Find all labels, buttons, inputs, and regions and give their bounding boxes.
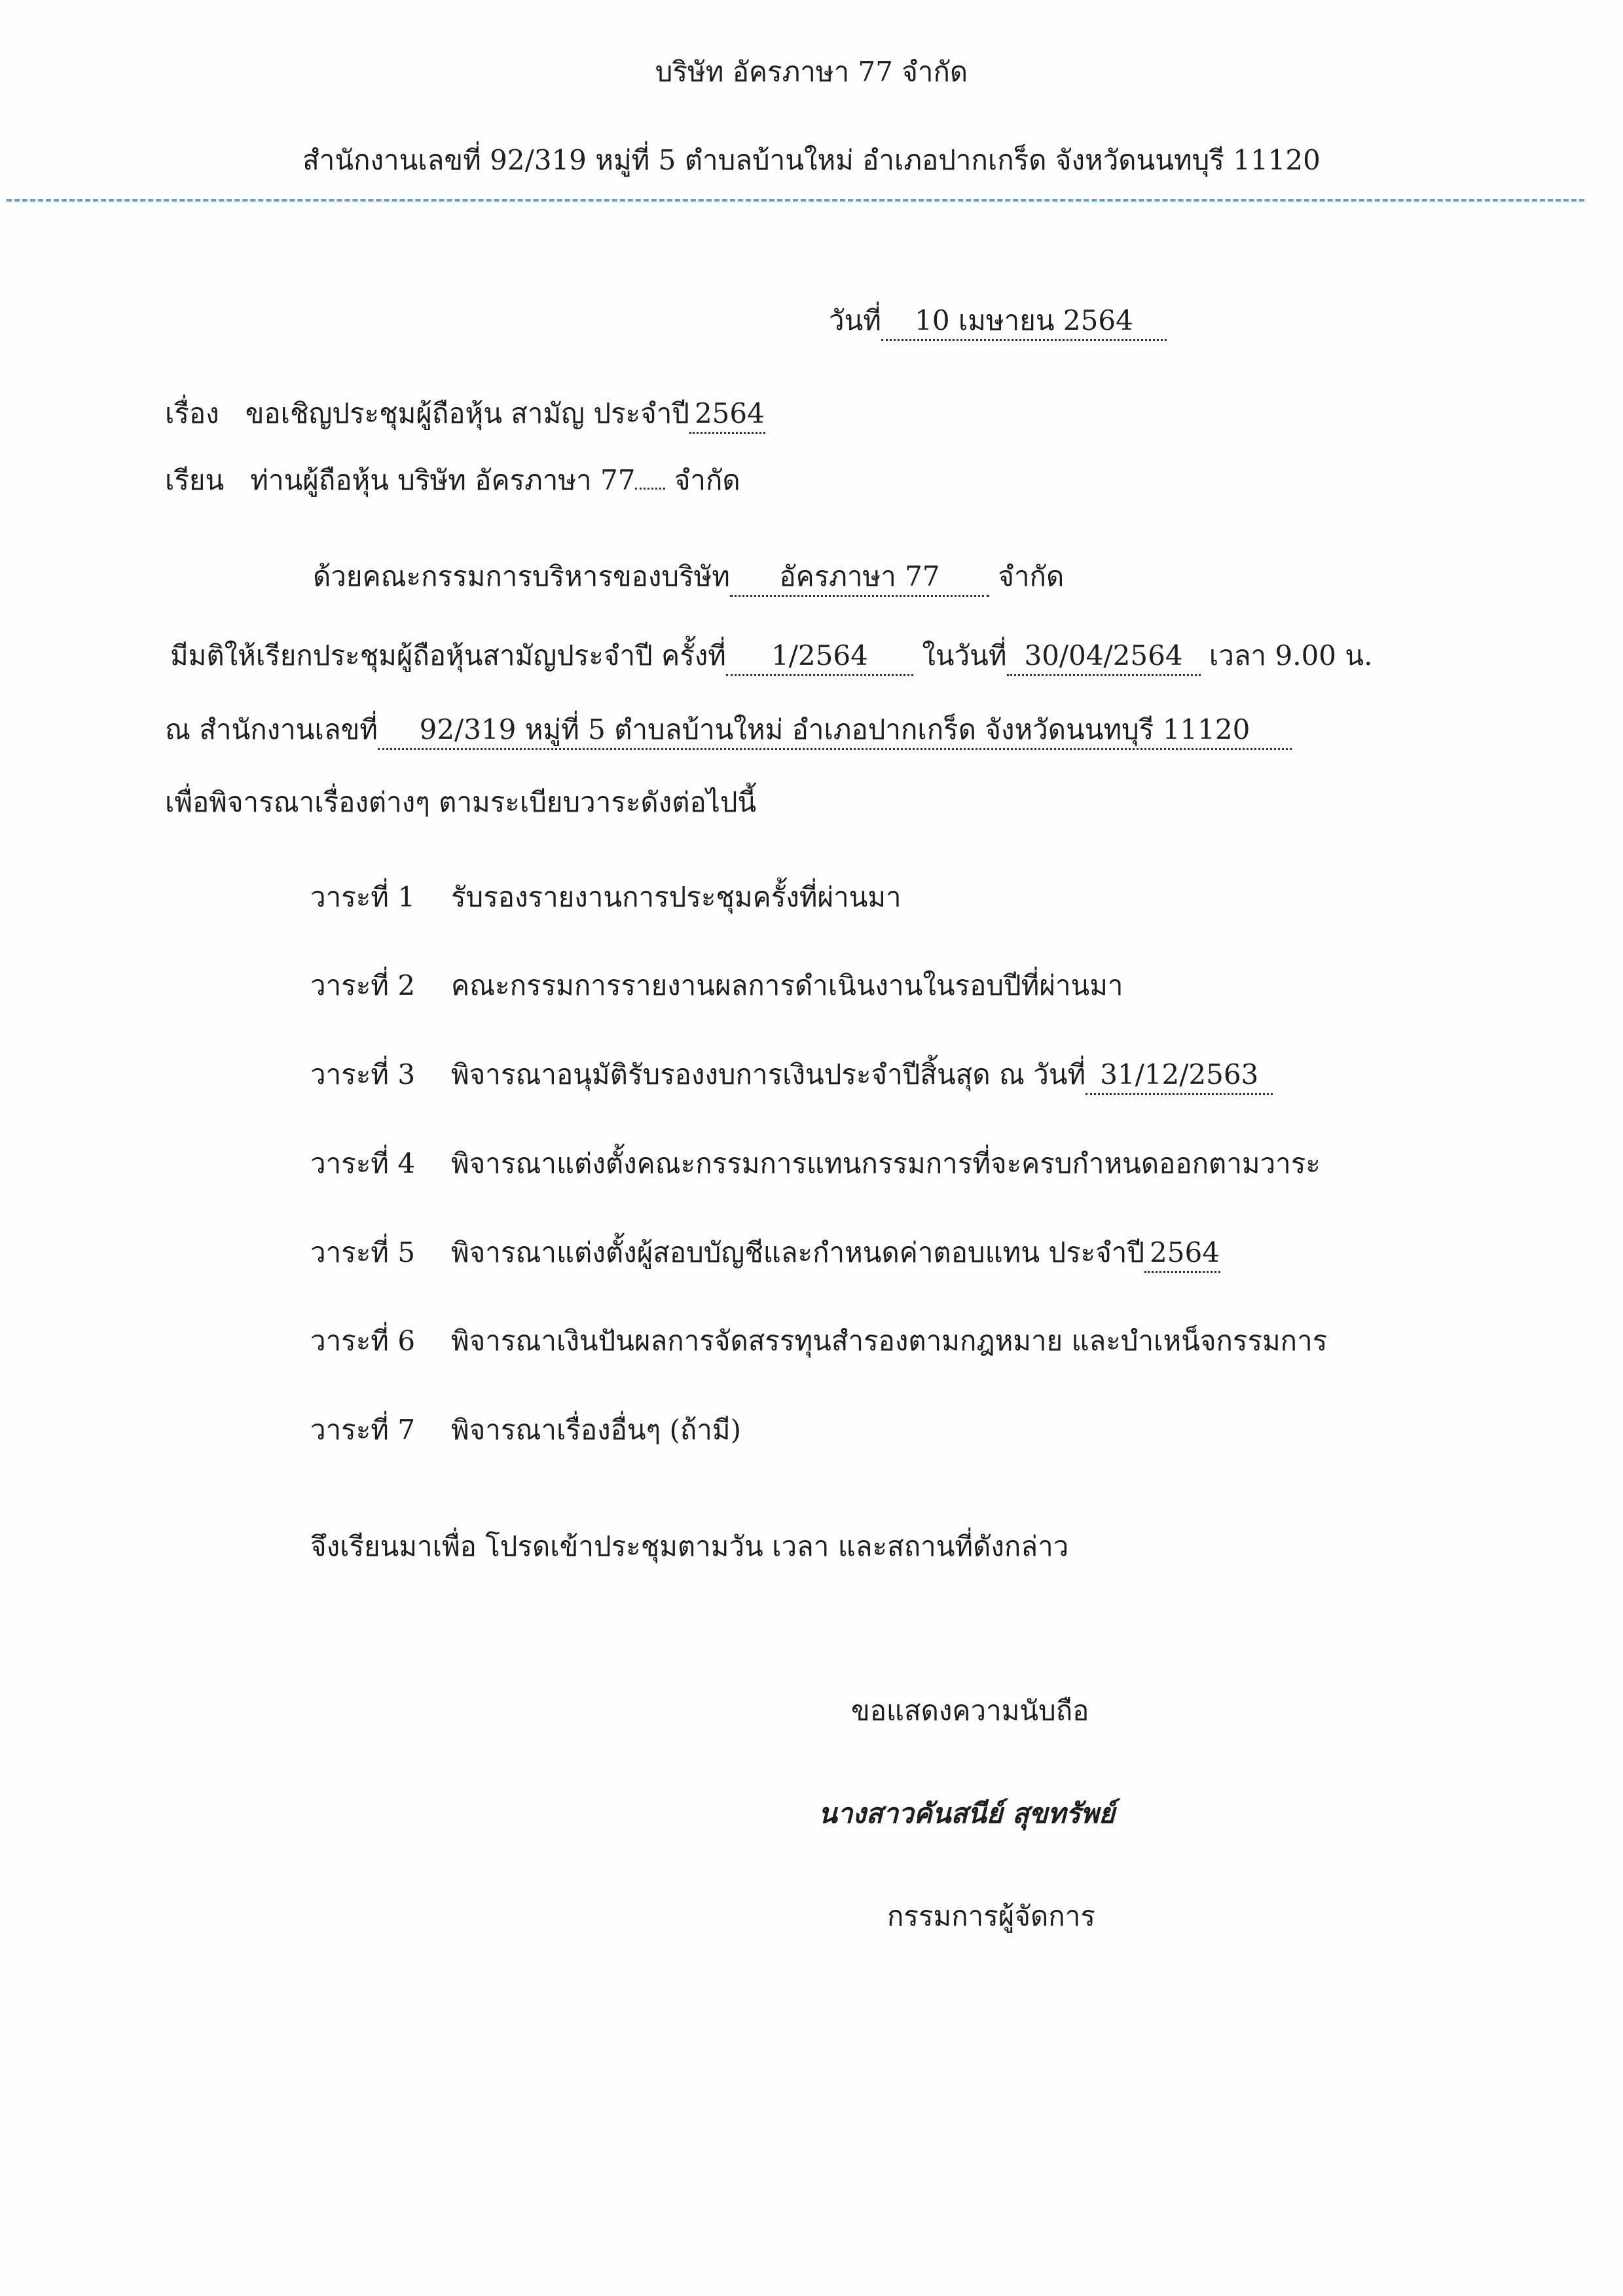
body-line-4: เพื่อพิจารณาเรื่องต่างๆ ตามระเบียบวาระดังต่อไปนี้: [165, 786, 757, 818]
signatory-position: กรรมการผู้จัดการ: [887, 1900, 1095, 1932]
agenda-item-5: [310, 1234, 1220, 1273]
salutation-suffix: จำกัด: [674, 464, 740, 496]
closing-statement: จึงเรียนมาเพื่อ โปรดเข้าประชุมตามวัน เวลา และสถานที่ดังกล่าว: [310, 1530, 1069, 1562]
body-company-name: อัครภาษา 77: [730, 558, 989, 597]
venue-label: ณ สำนักงานเลขที่: [165, 713, 378, 745]
body-line-2: [170, 637, 1372, 676]
body-line-1-prefix: ด้วยคณะกรรมการบริหารของบริษัท: [313, 560, 730, 592]
salutation-label: เรียน: [165, 464, 225, 496]
company-address: สำนักงานเลขที่ 92/319 หมู่ที่ 5 ตำบลบ้านใหม่ อำเภอปากเกร็ด จังหวัดนนทบุรี 11120: [302, 144, 1321, 176]
body-line-1: [313, 558, 1064, 597]
agenda-text: รับรองรายงานการประชุมครั้งที่ผ่านมา: [451, 881, 902, 913]
agenda-label: วาระที่ 1: [310, 881, 416, 913]
subject-line: [165, 395, 765, 434]
company-header: บริษัท อัครภาษา 77 จำกัด: [655, 56, 968, 88]
agenda-text: พิจารณาเรื่องอื่นๆ (ถ้ามี): [451, 1414, 741, 1446]
agenda-text: พิจารณาแต่งตั้งผู้สอบบัญชีและกำหนดค่าตอบแทน ประจำปี: [451, 1236, 1145, 1268]
meeting-time-label: เวลา: [1209, 639, 1267, 672]
venue-address: 92/319 หมู่ที่ 5 ตำบลบ้านใหม่ อำเภอปากเกร็ด จังหวัดนนทบุรี 11120: [378, 711, 1292, 750]
agenda-text: คณะกรรมการรายงานผลการดำเนินงานในรอบปีที่ผ่านมา: [451, 969, 1123, 1001]
agenda-label: วาระที่ 2: [310, 969, 416, 1001]
subject-label: เรื่อง: [165, 397, 219, 429]
meeting-date: 30/04/2564: [1007, 637, 1201, 676]
meeting-number: 1/2564: [726, 637, 913, 676]
agenda-item-1: [310, 879, 902, 916]
meeting-time: 9.00 น.: [1275, 639, 1373, 672]
body-line-1-suffix: จำกัด: [998, 560, 1065, 592]
salutation-line: [165, 462, 740, 499]
salutation-blank: [635, 488, 665, 490]
agenda-text: พิจารณาเงินปันผลการจัดสรรทุนสำรองตามกฎหมาย และบำเหน็จกรรมการ: [451, 1325, 1328, 1357]
agenda-blank: 2564: [1144, 1234, 1220, 1273]
subject-text: ขอเชิญประชุมผู้ถือหุ้น สามัญ ประจำปี: [245, 397, 689, 429]
agenda-label: วาระที่ 4: [310, 1147, 416, 1179]
agenda-text: พิจารณาแต่งตั้งคณะกรรมการแทนกรรมการที่จะครบกำหนดออกตามวาระ: [451, 1147, 1321, 1179]
regards-text: ขอแสดงความนับถือ: [851, 1695, 1089, 1727]
body-line-2-prefix: มีมติให้เรียกประชุมผู้ถือหุ้นสามัญประจำปี ครั้งที่: [170, 639, 726, 672]
date-label: วันที่: [829, 304, 881, 336]
signatory-name: นางสาวคันสนีย์ สุขทรัพย์: [818, 1797, 1115, 1829]
agenda-label: วาระที่ 6: [310, 1325, 416, 1357]
agenda-label: วาระที่ 3: [310, 1058, 416, 1090]
agenda-label: วาระที่ 7: [310, 1414, 416, 1446]
agenda-text: พิจารณาอนุมัติรับรองงบการเงินประจำปีสิ้นสุด ณ วันที่: [451, 1058, 1086, 1090]
agenda-label: วาระที่ 5: [310, 1236, 416, 1268]
agenda-item-3: [310, 1056, 1273, 1095]
salutation-text: ท่านผู้ถือหุ้น บริษัท อัครภาษา 77: [250, 464, 636, 496]
date-value: 10 เมษายน 2564: [881, 302, 1167, 341]
header-separator: [7, 199, 1584, 202]
meeting-date-label: ในวันที่: [922, 639, 1007, 672]
subject-year: 2564: [689, 395, 765, 434]
agenda-item-6: [310, 1323, 1327, 1359]
body-line-3: [165, 711, 1292, 750]
agenda-item-2: [310, 967, 1123, 1004]
agenda-blank: 31/12/2563: [1085, 1056, 1273, 1095]
date-line: [829, 302, 1167, 341]
agenda-item-4: [310, 1145, 1321, 1182]
agenda-item-7: [310, 1412, 741, 1448]
